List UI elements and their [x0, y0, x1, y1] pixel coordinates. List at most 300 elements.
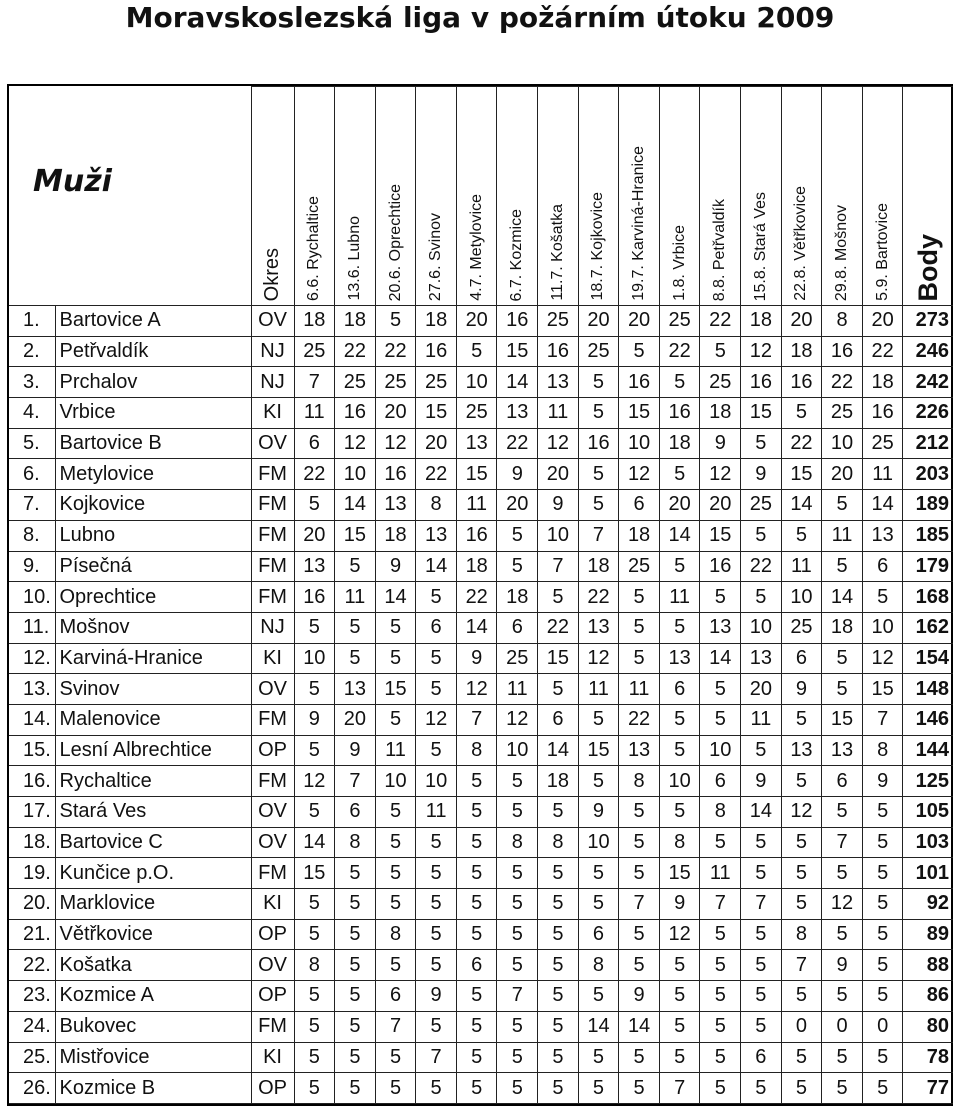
- team-cell: Kunčice p.O.: [55, 858, 251, 889]
- rank-cell: 21.: [9, 919, 55, 950]
- total-cell: 92: [903, 889, 953, 920]
- score-cell: 5: [781, 1042, 822, 1073]
- okres-cell: NJ: [251, 612, 294, 643]
- score-cell: 18: [375, 520, 416, 551]
- score-cell: 11: [781, 551, 822, 582]
- score-cell: 6: [416, 612, 457, 643]
- score-cell: 5: [294, 1073, 335, 1104]
- score-cell: 9: [781, 674, 822, 705]
- score-cell: 8: [335, 827, 376, 858]
- score-cell: 15: [700, 520, 741, 551]
- total-cell: 101: [903, 858, 953, 889]
- score-cell: 25: [619, 551, 660, 582]
- score-cell: 16: [781, 367, 822, 398]
- round-header: [578, 87, 619, 306]
- score-cell: 12: [659, 919, 700, 950]
- round-header: [538, 87, 579, 306]
- score-cell: 5: [335, 643, 376, 674]
- score-cell: 12: [822, 889, 863, 920]
- score-cell: 13: [294, 551, 335, 582]
- score-cell: 9: [741, 459, 782, 490]
- score-cell: 18: [862, 367, 903, 398]
- team-cell: Kojkovice: [55, 490, 251, 521]
- score-cell: 5: [700, 1073, 741, 1104]
- score-cell: 5: [538, 1042, 579, 1073]
- score-cell: 5: [335, 551, 376, 582]
- team-cell: Marklovice: [55, 889, 251, 920]
- score-cell: 5: [335, 612, 376, 643]
- score-cell: 13: [659, 643, 700, 674]
- score-cell: 10: [659, 766, 700, 797]
- score-cell: 15: [862, 674, 903, 705]
- round-header-label: 1.8. Vrbice: [670, 225, 688, 301]
- table-row: [9, 827, 953, 858]
- okres-header: [251, 87, 294, 306]
- score-cell: 16: [456, 520, 497, 551]
- score-cell: 14: [497, 367, 538, 398]
- score-cell: 18: [456, 551, 497, 582]
- score-cell: 18: [741, 306, 782, 337]
- score-cell: 11: [538, 398, 579, 429]
- score-cell: 5: [741, 1073, 782, 1104]
- score-cell: 25: [335, 367, 376, 398]
- table-row: [9, 490, 953, 521]
- team-cell: Oprechtice: [55, 582, 251, 613]
- score-cell: 15: [375, 674, 416, 705]
- category-label: Muži: [33, 164, 112, 200]
- score-cell: 9: [822, 950, 863, 981]
- score-cell: 14: [375, 582, 416, 613]
- rank-cell: 22.: [9, 950, 55, 981]
- score-cell: 5: [416, 827, 457, 858]
- rank-cell: 13.: [9, 674, 55, 705]
- score-cell: 5: [294, 1042, 335, 1073]
- table-row: [9, 336, 953, 367]
- score-cell: 5: [862, 919, 903, 950]
- okres-cell: FM: [251, 459, 294, 490]
- score-cell: 5: [578, 490, 619, 521]
- score-cell: 5: [335, 1011, 376, 1042]
- total-cell: 105: [903, 797, 953, 828]
- score-cell: 5: [416, 889, 457, 920]
- score-cell: 5: [781, 398, 822, 429]
- okres-cell: OV: [251, 827, 294, 858]
- score-cell: 5: [659, 459, 700, 490]
- score-cell: 5: [497, 1011, 538, 1042]
- score-cell: 5: [375, 643, 416, 674]
- total-cell: 246: [903, 336, 953, 367]
- score-cell: 5: [741, 919, 782, 950]
- total-cell: 88: [903, 950, 953, 981]
- score-cell: 5: [619, 643, 660, 674]
- score-cell: 16: [497, 306, 538, 337]
- score-cell: 5: [700, 704, 741, 735]
- score-cell: 5: [538, 889, 579, 920]
- okres-cell: FM: [251, 766, 294, 797]
- table-row: [9, 889, 953, 920]
- score-cell: 5: [335, 950, 376, 981]
- score-cell: 8: [619, 766, 660, 797]
- score-cell: 13: [456, 428, 497, 459]
- score-cell: 5: [538, 1011, 579, 1042]
- score-cell: 5: [497, 797, 538, 828]
- score-cell: 5: [497, 1042, 538, 1073]
- score-cell: 20: [578, 306, 619, 337]
- score-cell: 5: [375, 1073, 416, 1104]
- total-cell: 189: [903, 490, 953, 521]
- team-cell: Malenovice: [55, 704, 251, 735]
- score-cell: 18: [335, 306, 376, 337]
- score-cell: 5: [375, 827, 416, 858]
- score-cell: 5: [822, 551, 863, 582]
- score-cell: 12: [497, 704, 538, 735]
- round-header-label: 29.8. Mošnov: [833, 204, 851, 301]
- round-header-label: 11.7. Košatka: [548, 204, 566, 301]
- score-cell: 5: [781, 827, 822, 858]
- score-cell: 15: [497, 336, 538, 367]
- okres-cell: FM: [251, 858, 294, 889]
- score-cell: 7: [700, 889, 741, 920]
- score-cell: 8: [375, 919, 416, 950]
- score-cell: 5: [497, 551, 538, 582]
- score-cell: 5: [416, 919, 457, 950]
- score-cell: 6: [741, 1042, 782, 1073]
- table-row: [9, 367, 953, 398]
- score-cell: 5: [741, 735, 782, 766]
- score-cell: 15: [456, 459, 497, 490]
- score-cell: 5: [700, 981, 741, 1012]
- score-cell: 7: [822, 827, 863, 858]
- results-sheet: [7, 84, 953, 1106]
- score-cell: 16: [619, 367, 660, 398]
- score-cell: 22: [578, 582, 619, 613]
- round-header: [741, 87, 782, 306]
- score-cell: 22: [741, 551, 782, 582]
- score-cell: 5: [456, 336, 497, 367]
- score-cell: 25: [822, 398, 863, 429]
- score-cell: 14: [659, 520, 700, 551]
- score-cell: 5: [862, 981, 903, 1012]
- score-cell: 14: [619, 1011, 660, 1042]
- round-header: [862, 87, 903, 306]
- score-cell: 10: [416, 766, 457, 797]
- round-header-label: 5.9. Bartovice: [873, 203, 891, 301]
- score-cell: 9: [578, 797, 619, 828]
- score-cell: 5: [700, 582, 741, 613]
- total-cell: 203: [903, 459, 953, 490]
- score-cell: 5: [741, 981, 782, 1012]
- score-cell: 18: [578, 551, 619, 582]
- score-cell: 5: [416, 582, 457, 613]
- score-cell: 16: [375, 459, 416, 490]
- okres-cell: OP: [251, 1073, 294, 1104]
- score-cell: 14: [862, 490, 903, 521]
- score-cell: 10: [335, 459, 376, 490]
- round-header-label: 15.8. Stará Ves: [751, 191, 769, 301]
- table-row: [9, 643, 953, 674]
- score-cell: 12: [294, 766, 335, 797]
- score-cell: 5: [416, 858, 457, 889]
- score-cell: 20: [497, 490, 538, 521]
- round-header-label: 18.7. Kojkovice: [589, 192, 607, 301]
- round-header: [659, 87, 700, 306]
- score-cell: 10: [619, 428, 660, 459]
- score-cell: 5: [335, 1073, 376, 1104]
- total-cell: 179: [903, 551, 953, 582]
- score-cell: 5: [335, 1042, 376, 1073]
- score-cell: 6: [497, 612, 538, 643]
- score-cell: 5: [659, 1042, 700, 1073]
- score-cell: 5: [578, 766, 619, 797]
- table-row: [9, 981, 953, 1012]
- total-cell: 168: [903, 582, 953, 613]
- score-cell: 22: [294, 459, 335, 490]
- score-cell: 10: [497, 735, 538, 766]
- rank-cell: 17.: [9, 797, 55, 828]
- team-cell: Lubno: [55, 520, 251, 551]
- score-cell: 15: [335, 520, 376, 551]
- score-cell: 5: [375, 612, 416, 643]
- score-cell: 12: [619, 459, 660, 490]
- score-cell: 25: [862, 428, 903, 459]
- rank-cell: 16.: [9, 766, 55, 797]
- okres-cell: FM: [251, 520, 294, 551]
- score-cell: 5: [659, 367, 700, 398]
- score-cell: 25: [416, 367, 457, 398]
- score-cell: 5: [781, 766, 822, 797]
- score-cell: 15: [416, 398, 457, 429]
- score-cell: 9: [335, 735, 376, 766]
- score-cell: 9: [294, 704, 335, 735]
- score-cell: 14: [335, 490, 376, 521]
- score-cell: 18: [700, 398, 741, 429]
- score-cell: 5: [781, 704, 822, 735]
- rank-cell: 5.: [9, 428, 55, 459]
- score-cell: 20: [538, 459, 579, 490]
- table-row: [9, 1073, 953, 1104]
- score-cell: 5: [619, 858, 660, 889]
- okres-cell: OV: [251, 306, 294, 337]
- score-cell: 25: [578, 336, 619, 367]
- score-cell: 20: [619, 306, 660, 337]
- okres-cell: KI: [251, 643, 294, 674]
- score-cell: 5: [700, 827, 741, 858]
- score-cell: 16: [741, 367, 782, 398]
- score-cell: 5: [659, 1011, 700, 1042]
- okres-cell: FM: [251, 704, 294, 735]
- score-cell: 15: [741, 398, 782, 429]
- score-cell: 7: [659, 1073, 700, 1104]
- round-header: [375, 87, 416, 306]
- score-cell: 7: [456, 704, 497, 735]
- score-cell: 5: [375, 704, 416, 735]
- score-cell: 22: [335, 336, 376, 367]
- total-cell: 154: [903, 643, 953, 674]
- score-cell: 5: [862, 1073, 903, 1104]
- score-cell: 8: [781, 919, 822, 950]
- score-cell: 6: [862, 551, 903, 582]
- score-cell: 5: [741, 950, 782, 981]
- score-cell: 25: [659, 306, 700, 337]
- team-cell: Metylovice: [55, 459, 251, 490]
- score-cell: 11: [294, 398, 335, 429]
- score-cell: 5: [700, 336, 741, 367]
- score-cell: 5: [456, 1011, 497, 1042]
- okres-cell: OV: [251, 428, 294, 459]
- team-cell: Rychaltice: [55, 766, 251, 797]
- okres-cell: KI: [251, 398, 294, 429]
- score-cell: 11: [416, 797, 457, 828]
- score-cell: 9: [538, 490, 579, 521]
- score-cell: 22: [497, 428, 538, 459]
- score-cell: 5: [741, 582, 782, 613]
- total-cell: 86: [903, 981, 953, 1012]
- score-cell: 5: [619, 919, 660, 950]
- score-cell: 5: [578, 704, 619, 735]
- score-cell: 20: [862, 306, 903, 337]
- total-cell: 148: [903, 674, 953, 705]
- score-cell: 12: [335, 428, 376, 459]
- team-cell: Větřkovice: [55, 919, 251, 950]
- score-cell: 7: [294, 367, 335, 398]
- okres-cell: FM: [251, 1011, 294, 1042]
- score-cell: 12: [375, 428, 416, 459]
- score-cell: 12: [741, 336, 782, 367]
- score-cell: 14: [700, 643, 741, 674]
- table-row: [9, 306, 953, 337]
- score-cell: 18: [659, 428, 700, 459]
- score-cell: 5: [781, 1073, 822, 1104]
- table-row: [9, 735, 953, 766]
- score-cell: 25: [456, 398, 497, 429]
- total-cell: 212: [903, 428, 953, 459]
- score-cell: 15: [781, 459, 822, 490]
- score-cell: 22: [375, 336, 416, 367]
- score-cell: 5: [578, 858, 619, 889]
- score-cell: 14: [294, 827, 335, 858]
- score-cell: 5: [538, 582, 579, 613]
- team-cell: Karviná-Hranice: [55, 643, 251, 674]
- score-cell: 8: [659, 827, 700, 858]
- score-cell: 5: [822, 1073, 863, 1104]
- round-header-label: 27.6. Svinov: [427, 212, 445, 301]
- table-row: [9, 1011, 953, 1042]
- score-cell: 13: [781, 735, 822, 766]
- score-cell: 22: [659, 336, 700, 367]
- rank-cell: 10.: [9, 582, 55, 613]
- score-cell: 0: [822, 1011, 863, 1042]
- rank-cell: 11.: [9, 612, 55, 643]
- score-cell: 20: [822, 459, 863, 490]
- score-cell: 5: [497, 766, 538, 797]
- score-cell: 5: [822, 674, 863, 705]
- score-cell: 8: [294, 950, 335, 981]
- score-cell: 11: [578, 674, 619, 705]
- score-cell: 5: [781, 981, 822, 1012]
- score-cell: 22: [456, 582, 497, 613]
- score-cell: 8: [497, 827, 538, 858]
- score-cell: 11: [862, 459, 903, 490]
- total-header: [903, 87, 953, 306]
- score-cell: 11: [497, 674, 538, 705]
- score-cell: 25: [781, 612, 822, 643]
- team-cell: Písečná: [55, 551, 251, 582]
- score-cell: 12: [781, 797, 822, 828]
- team-cell: Prchalov: [55, 367, 251, 398]
- round-header: [416, 87, 457, 306]
- score-cell: 7: [619, 889, 660, 920]
- table-row: [9, 674, 953, 705]
- score-cell: 5: [335, 858, 376, 889]
- score-cell: 10: [456, 367, 497, 398]
- table-row: [9, 612, 953, 643]
- score-cell: 5: [416, 1011, 457, 1042]
- total-cell: 89: [903, 919, 953, 950]
- round-header: [781, 87, 822, 306]
- score-cell: 5: [578, 889, 619, 920]
- score-cell: 10: [862, 612, 903, 643]
- table-row: [9, 459, 953, 490]
- score-cell: 14: [822, 582, 863, 613]
- score-cell: 15: [659, 858, 700, 889]
- team-cell: Košatka: [55, 950, 251, 981]
- total-cell: 125: [903, 766, 953, 797]
- score-cell: 6: [456, 950, 497, 981]
- score-cell: 7: [578, 520, 619, 551]
- total-cell: 77: [903, 1073, 953, 1104]
- table-row: [9, 428, 953, 459]
- okres-cell: FM: [251, 582, 294, 613]
- score-cell: 13: [619, 735, 660, 766]
- score-cell: 9: [862, 766, 903, 797]
- score-cell: 12: [456, 674, 497, 705]
- score-cell: 5: [538, 674, 579, 705]
- score-cell: 10: [741, 612, 782, 643]
- score-cell: 20: [781, 306, 822, 337]
- score-cell: 5: [578, 398, 619, 429]
- score-cell: 5: [741, 428, 782, 459]
- rank-cell: 3.: [9, 367, 55, 398]
- score-cell: 15: [619, 398, 660, 429]
- score-cell: 7: [741, 889, 782, 920]
- score-cell: 6: [335, 797, 376, 828]
- rank-cell: 7.: [9, 490, 55, 521]
- score-cell: 14: [416, 551, 457, 582]
- score-cell: 11: [456, 490, 497, 521]
- team-cell: Petřvaldík: [55, 336, 251, 367]
- team-cell: Bartovice A: [55, 306, 251, 337]
- score-cell: 11: [700, 858, 741, 889]
- score-cell: 16: [700, 551, 741, 582]
- score-cell: 13: [700, 612, 741, 643]
- score-cell: 8: [700, 797, 741, 828]
- okres-cell: KI: [251, 1042, 294, 1073]
- score-cell: 5: [659, 797, 700, 828]
- score-cell: 13: [578, 612, 619, 643]
- table-row: [9, 398, 953, 429]
- score-cell: 5: [822, 919, 863, 950]
- score-cell: 8: [416, 490, 457, 521]
- rank-cell: 23.: [9, 981, 55, 1012]
- score-cell: 20: [659, 490, 700, 521]
- table-row: [9, 950, 953, 981]
- okres-cell: NJ: [251, 336, 294, 367]
- score-cell: 16: [862, 398, 903, 429]
- score-cell: 18: [781, 336, 822, 367]
- score-cell: 13: [822, 735, 863, 766]
- team-cell: Bartovice B: [55, 428, 251, 459]
- score-cell: 6: [619, 490, 660, 521]
